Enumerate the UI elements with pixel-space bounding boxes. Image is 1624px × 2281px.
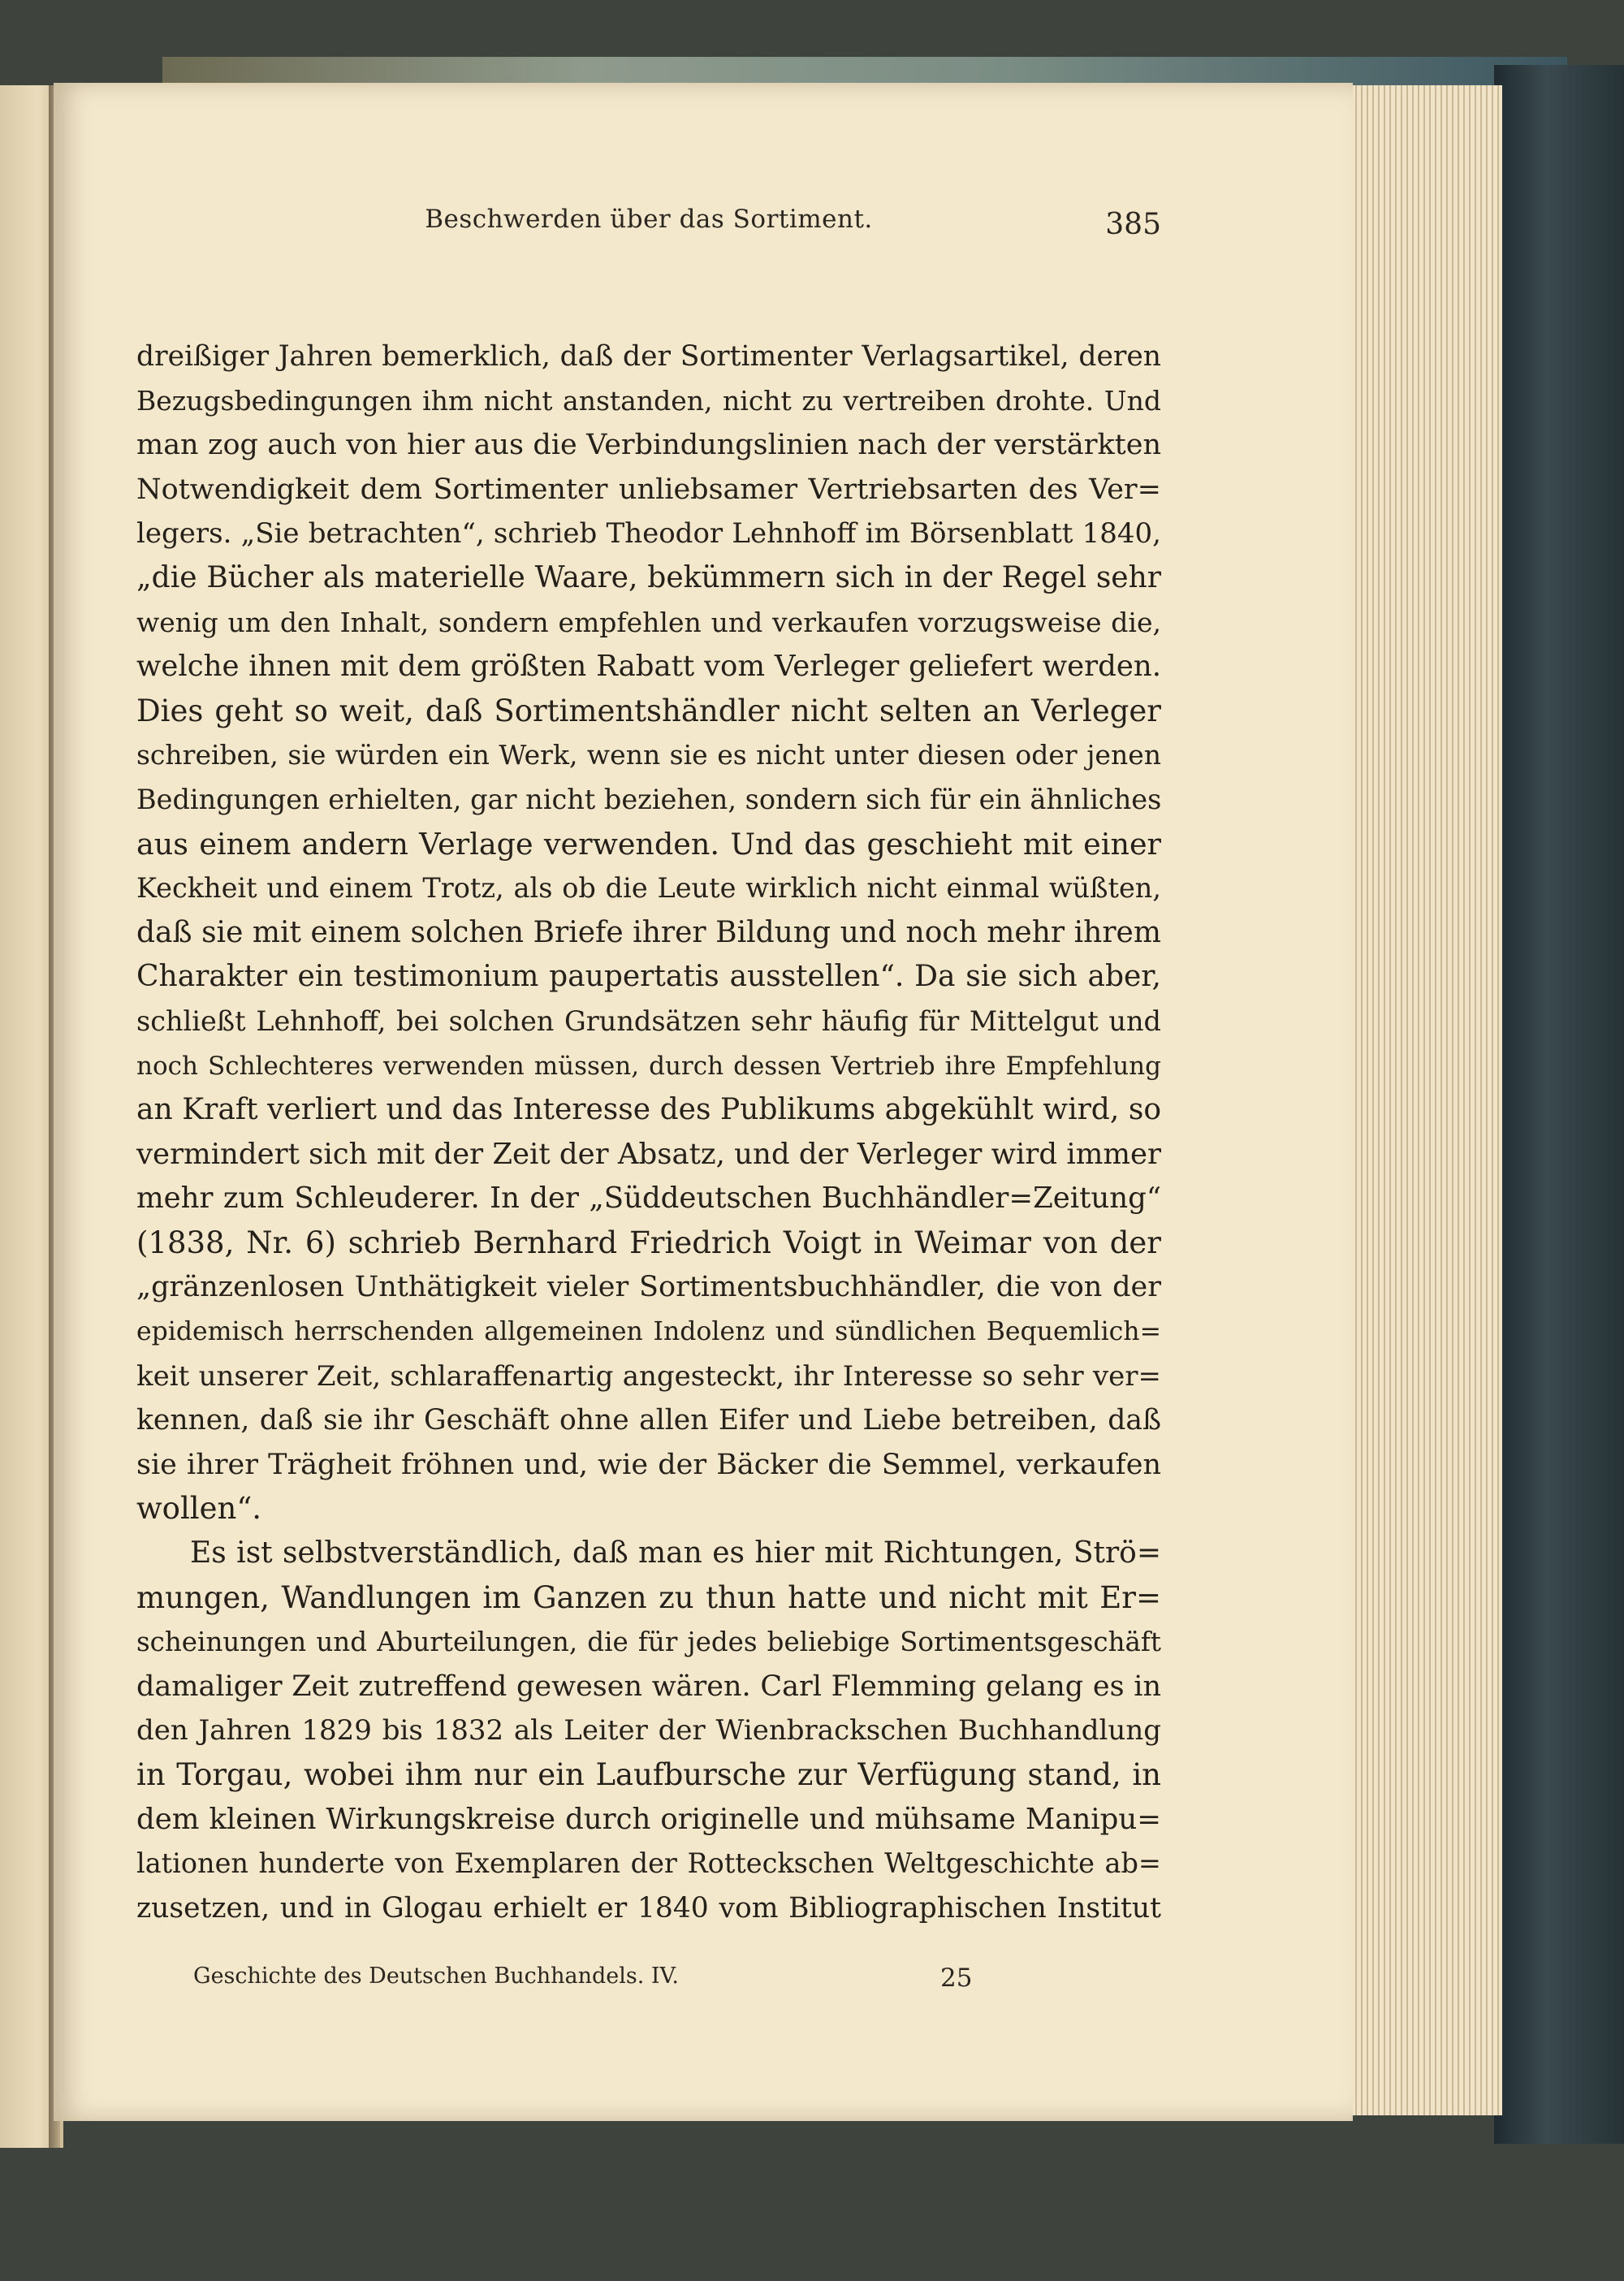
text-line: an Kraft verliert und das Interesse des Publikums abgekühlt wird, so [136, 1093, 1161, 1127]
text-line: dem kleinen Wirkungskreise durch originelle und mühsame Manipu= [136, 1802, 1161, 1836]
text-line: epidemisch herrschenden allgemeinen Indolenz und sündlichen Bequemlich= [136, 1317, 1161, 1347]
text-line: sie ihrer Trägheit fröhnen und, wie der Bäcker die Semmel, verkaufen [136, 1448, 1161, 1481]
text-line: (1838, Nr. 6) schrieb Bernhard Friedrich Voigt in Weimar von der [136, 1225, 1161, 1260]
text-line: Keckheit und einem Trotz, als ob die Leute wirklich nicht einmal wüßten, [136, 872, 1161, 905]
text-line: scheinungen und Aburteilungen, die für jedes beliebige Sortimentsgeschäft [136, 1627, 1161, 1658]
page-footer [136, 1963, 1161, 2004]
text-line: „die Bücher als materielle Waare, bekümmern sich in der Regel sehr [136, 560, 1161, 594]
text-line: zusetzen, und in Glogau erhielt er 1840 vom Bibliographischen Institut [136, 1891, 1161, 1925]
text-line: vermindert sich mit der Zeit der Absatz, und der Verleger wird immer [136, 1137, 1161, 1171]
text-line: aus einem andern Verlage verwenden. Und das geschieht mit einer [136, 826, 1161, 862]
page-edges [1340, 85, 1502, 2115]
text-line: wenig um den Inhalt, sondern empfehlen und verkaufen vorzugsweise die, [136, 606, 1161, 638]
text-line: kennen, daß sie ihr Geschäft ohne allen Eifer und Liebe betreiben, daß [136, 1404, 1161, 1437]
text-line: in Torgau, wobei ihm nur ein Laufbursche zur Verfügung stand, in [136, 1757, 1161, 1792]
text-line: welche ihnen mit dem größten Rabatt vom Verleger geliefert werden. [136, 650, 1161, 684]
text-line: lationen hunderte von Exemplaren der Rotteckschen Weltgeschichte ab= [136, 1847, 1161, 1880]
signature-line: Geschichte des Deutschen Buchhandels. IV. [193, 1963, 679, 1989]
text-line: schreiben, sie würden ein Werk, wenn sie es nicht unter diesen oder jenen [136, 739, 1161, 771]
running-title: Beschwerden über das Sortiment. [425, 205, 873, 234]
signature-mark: 25 [940, 1963, 973, 1993]
text-line: „gränzenlosen Unthätigkeit vieler Sortimentsbuchhändler, die von der [136, 1271, 1161, 1304]
text-line: man zog auch von hier aus die Verbindungslinien nach der verstärkten [136, 429, 1161, 462]
text-line: noch Schlechteres verwenden müssen, durch dessen Vertrieb ihre Empfehlung [136, 1051, 1161, 1081]
text-line: damaliger Zeit zutreffend gewesen wären. Carl Flemming gelang es in [136, 1670, 1161, 1703]
text-line: daß sie mit einem solchen Briefe ihrer Bildung und noch mehr ihrem [136, 915, 1161, 949]
book-cover-right [1494, 65, 1624, 2144]
text-line: dreißiger Jahren bemerklich, daß der Sortimenter Verlagsartikel, deren [136, 340, 1161, 373]
text-line: Bezugsbedingungen ihm nicht anstanden, nicht zu vertreiben drohte. Und [136, 384, 1161, 417]
page-number: 385 [1105, 208, 1161, 241]
text-line: Charakter ein testimonium paupertatis ausstellen“. Da sie sich aber, [136, 960, 1161, 994]
body-text [136, 335, 1161, 1930]
text-line: keit unserer Zeit, schlaraffenartig angesteckt, ihr Interesse so sehr ver= [136, 1359, 1161, 1393]
text-line: mungen, Wandlungen im Ganzen zu thun hatte und nicht mit Er= [136, 1579, 1161, 1615]
text-line: Es ist selbstverständlich, daß man es hier mit Richtungen, Strö= [190, 1536, 1161, 1570]
text-line: schließt Lehnhoff, bei solchen Grundsätzen sehr häufig für Mittelgut und [136, 1004, 1161, 1037]
text-line: wollen“. [136, 1491, 262, 1527]
text-line: Dies geht so weit, daß Sortimentshändler nicht selten an Verleger [136, 693, 1161, 728]
text-line: Notwendigkeit dem Sortimenter unliebsamer Vertriebsarten des Ver= [136, 473, 1161, 506]
text-line: mehr zum Schleuderer. In der „Süddeutschen Buchhändler=Zeitung“ [136, 1182, 1161, 1216]
text-line: legers. „Sie betrachten“, schrieb Theodor Lehnhoff im Börsenblatt 1840, [136, 517, 1161, 551]
text-line: den Jahren 1829 bis 1832 als Leiter der Wienbrackschen Buchhandlung [136, 1714, 1161, 1747]
text-line: Bedingungen erhielten, gar nicht beziehen, sondern sich für ein ähnliches [136, 783, 1162, 815]
page-header [136, 205, 1161, 253]
